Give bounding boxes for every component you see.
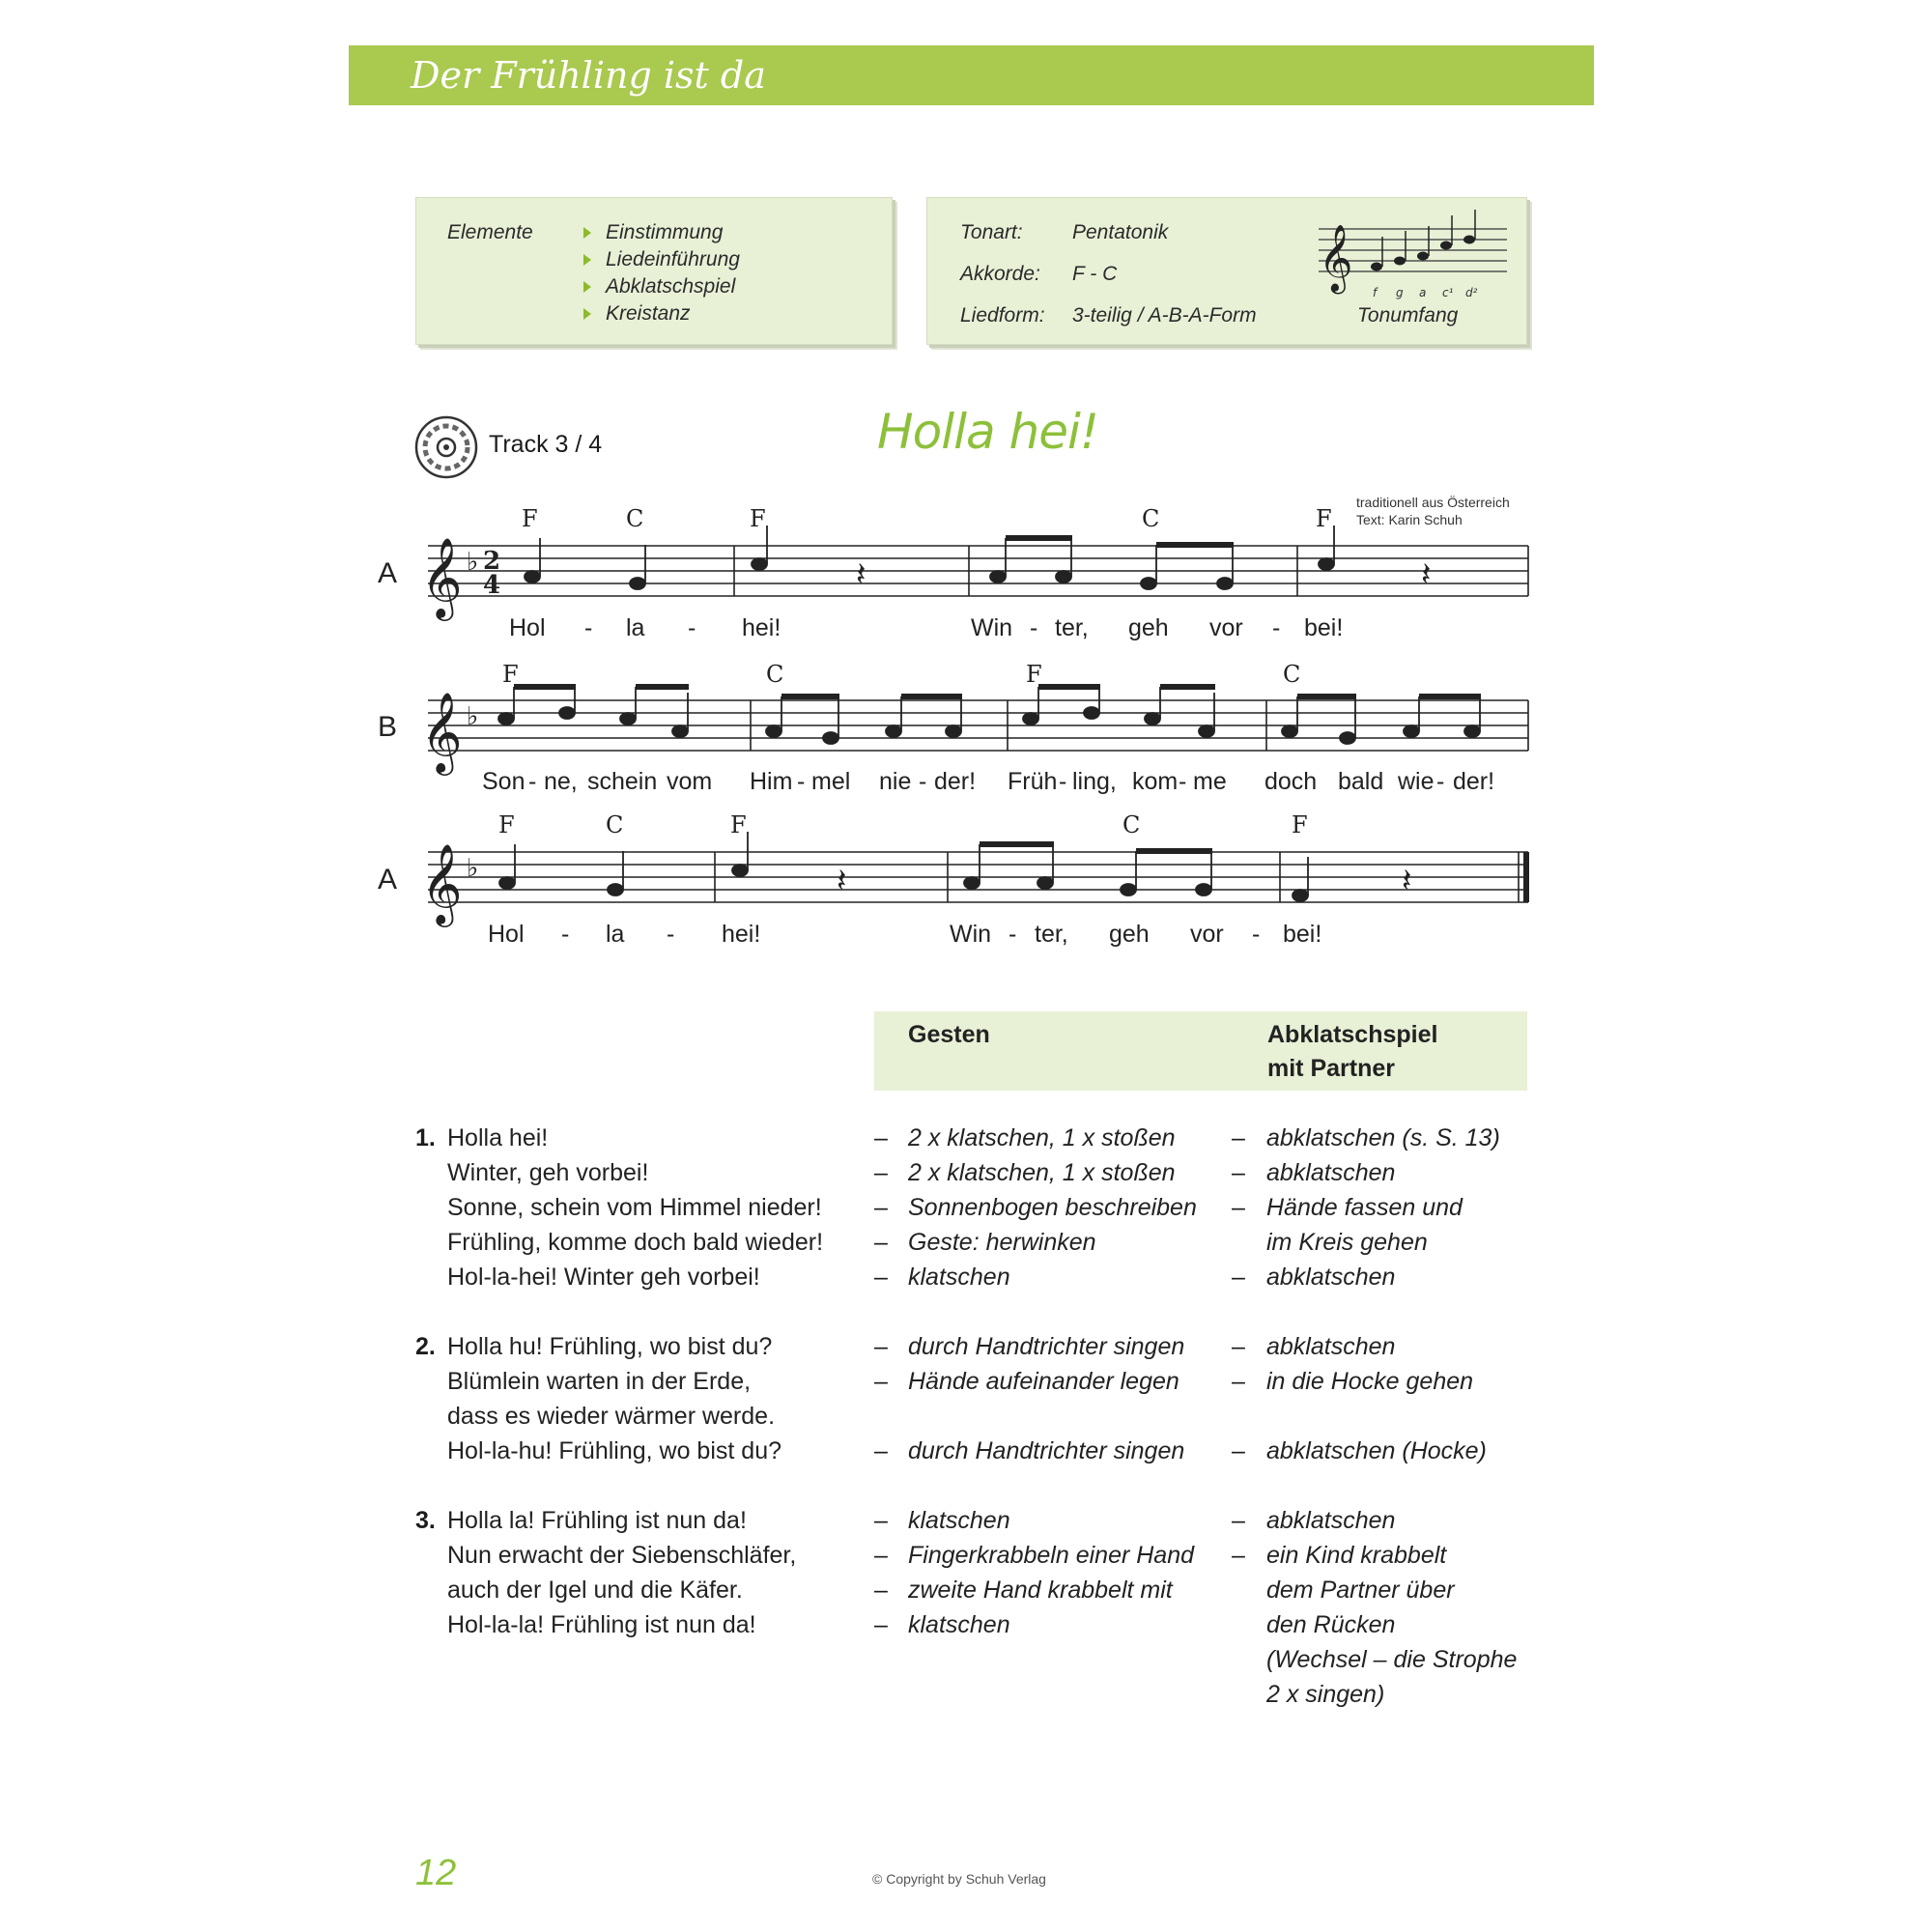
lyric: vor <box>1190 921 1224 948</box>
verse-line: Nun erwacht der Siebenschläfer, <box>447 1542 797 1569</box>
lyric: ne, <box>544 768 578 795</box>
verse-line: Hol-la-la! Frühling ist nun da! <box>447 1611 756 1638</box>
lyric: - <box>1252 921 1261 948</box>
element-item: Einstimmung <box>606 221 724 243</box>
geste: durch Handtrichter singen <box>908 1437 1185 1464</box>
chord-symbol: F <box>750 505 766 532</box>
lyric: bei! <box>1304 614 1344 641</box>
lyric: Win <box>950 921 992 948</box>
lyric: Son <box>482 768 526 795</box>
lyric: Hol <box>509 614 546 641</box>
spiel: ein Kind krabbelt <box>1266 1542 1447 1569</box>
geste: klatschen <box>908 1264 1010 1291</box>
page-number: 12 <box>415 1853 457 1893</box>
verse-line: dass es wieder wärmer werde. <box>447 1403 776 1430</box>
geste: klatschen <box>908 1611 1010 1638</box>
lyric: bei! <box>1283 921 1322 948</box>
verse-line: Blümlein warten in der Erde, <box>447 1368 752 1395</box>
song-text-credit: Text: Karin Schuh <box>1356 512 1463 527</box>
chord-symbol: C <box>766 661 784 688</box>
tonart-value: Pentatonik <box>1072 221 1169 243</box>
chapter-title: Der Frühling ist da <box>411 54 766 97</box>
geste: Fingerkrabbeln einer Hand <box>908 1542 1195 1569</box>
quarter-rest: 𝄽 <box>1421 555 1432 594</box>
flat-sign: ♭ <box>467 548 479 577</box>
flat-sign: ♭ <box>467 854 479 883</box>
lyric: - <box>1059 768 1067 795</box>
verse-line: Holla hei! <box>447 1124 549 1151</box>
system-label: B <box>378 711 398 743</box>
lyric: vor <box>1209 614 1243 641</box>
lyric: - <box>919 768 927 795</box>
system-label: A <box>378 557 398 589</box>
chord-symbol: F <box>498 811 515 838</box>
verse-line: Hol-la-hei! Winter geh vorbei! <box>447 1264 760 1291</box>
spiel: Hände fassen und <box>1266 1194 1463 1221</box>
lyric: - <box>561 921 570 948</box>
spiel: dem Partner über <box>1266 1577 1455 1604</box>
tonumfang-label: Tonumfang <box>1357 304 1459 327</box>
quarter-rest: 𝄽 <box>856 555 867 594</box>
geste: Sonnenbogen beschreiben <box>908 1194 1197 1221</box>
track-label: Track 3 / 4 <box>489 431 603 458</box>
lyric: - <box>1436 768 1445 795</box>
lyric: Früh <box>1008 768 1058 795</box>
liedform-label: Liedform: <box>960 304 1045 327</box>
lyric: vom <box>667 768 713 795</box>
lyric: - <box>688 614 696 641</box>
lyric: geh <box>1109 921 1150 948</box>
system-label: A <box>378 864 398 895</box>
flat-sign: ♭ <box>467 702 479 731</box>
spiel: abklatschen <box>1266 1159 1396 1186</box>
geste: durch Handtrichter singen <box>908 1333 1185 1360</box>
geste: Geste: herwinken <box>908 1229 1096 1256</box>
akkorde-value: F - C <box>1072 263 1118 285</box>
verses-table: 1. Holla hei! – 2 x klatschen, 1 x stoßen – abklatschen (s. S. 13) Winter, geh vorbei! – 2 x klatschen, 1 x stoßen – abklatschen Sonne, schein vom Himmel nieder! – Sonnenbogen beschreiben – Hände fassen und Frühling, komme doch bald wieder! – Geste: herwinken im Kreis gehen Hol-la-hei! Winter geh vorbei! – klatschen – abklatschen 2. Holla hu! Frühling, wo bist du? – durch Handtrichter singen – abklatschen Blümlein warten in der Erde, – Hände aufeinander legen – in die Hocke gehen dass es wieder wärmer werde. Hol-la-hu! Frühling, wo bist du? – durch Handtrichter singen – abklatschen (Hocke) 3. Holla la! Frühling ist nun da! – klatschen – abklatschen Nun erwacht der Siebenschläfer, – Fingerkrabbeln einer Hand – ein Kind krabbelt auch der Igel und die Käfer. – zweite Hand krabbelt mit dem Partner über Hol-la-la! Frühling ist nun da! – klatschen den Rücken (Wechsel – die Strophe 2 x singen) <box>415 1124 1518 1708</box>
lyric: ter, <box>1055 614 1089 641</box>
spiel: 2 x singen) <box>1266 1681 1385 1708</box>
lyric: - <box>584 614 593 641</box>
tonart-label: Tonart: <box>960 221 1023 243</box>
lyric: mel <box>811 768 851 795</box>
col-abklatsch-header-2: mit Partner <box>1267 1055 1395 1082</box>
lyric: nie <box>879 768 912 795</box>
range-note: c¹ <box>1442 286 1454 299</box>
chord-symbol: C <box>606 811 624 838</box>
geste: Hände aufeinander legen <box>908 1368 1179 1395</box>
chord-symbol: C <box>1142 505 1160 532</box>
lyric: - <box>797 768 806 795</box>
lyric: Win <box>971 614 1013 641</box>
lyric: geh <box>1128 614 1169 641</box>
verse-number: 2. <box>415 1333 436 1360</box>
spiel: (Wechsel – die Strophe <box>1266 1646 1518 1673</box>
treble-clef-icon: 𝄞 <box>1319 224 1353 292</box>
lyric: hei! <box>742 614 781 641</box>
geste: klatschen <box>908 1507 1010 1534</box>
lyric: - <box>667 921 675 948</box>
lyric: der! <box>1453 768 1495 795</box>
chord-symbol: C <box>1122 811 1141 838</box>
chord-symbol: F <box>1292 811 1308 838</box>
chord-symbol: C <box>1283 661 1301 688</box>
lyric: - <box>1009 921 1017 948</box>
spiel: abklatschen <box>1266 1507 1396 1534</box>
chord-symbol: C <box>626 505 644 532</box>
elements-label: Elemente <box>447 221 533 243</box>
lyric: la <box>626 614 645 641</box>
col-gesten-header: Gesten <box>908 1021 990 1048</box>
chord-symbol: F <box>502 661 519 688</box>
lyric: der! <box>934 768 977 795</box>
chord-symbol: F <box>1026 661 1042 688</box>
lyric: wie <box>1398 768 1435 795</box>
lyric: me <box>1193 768 1227 795</box>
liedform-value: 3-teilig / A-B-A-Form <box>1072 304 1257 327</box>
lyric: Him <box>750 768 793 795</box>
song-origin: traditionell aus Österreich <box>1356 495 1510 510</box>
lyric: - <box>1272 614 1281 641</box>
lyric: la <box>606 921 625 948</box>
lyric: - <box>1030 614 1038 641</box>
spiel: abklatschen <box>1266 1333 1396 1360</box>
lyric: schein <box>587 768 658 795</box>
lyric: Hol <box>488 921 525 948</box>
verse-line: Hol-la-hu! Frühling, wo bist du? <box>447 1437 781 1464</box>
quarter-rest: 𝄽 <box>1402 862 1412 900</box>
geste: zweite Hand krabbelt mit <box>908 1577 1173 1604</box>
chord-symbol: F <box>522 505 538 532</box>
treble-clef-icon: 𝄞 <box>421 842 463 923</box>
element-item: Kreistanz <box>606 302 691 325</box>
verse-line: Holla hu! Frühling, wo bist du? <box>447 1333 773 1360</box>
lyric: ling, <box>1072 768 1117 795</box>
spiel: abklatschen (Hocke) <box>1266 1437 1487 1464</box>
song-title: Holla hei! <box>877 404 1098 460</box>
verse-line: auch der Igel und die Käfer. <box>447 1577 743 1604</box>
col-abklatsch-header-1: Abklatschspiel <box>1267 1021 1438 1048</box>
range-note: g <box>1396 286 1404 299</box>
verse-number: 1. <box>415 1124 436 1151</box>
lyric: - <box>528 768 537 795</box>
spiel: den Rücken <box>1266 1611 1396 1638</box>
time-signature-bottom: 4 <box>483 571 501 600</box>
treble-clef-icon: 𝄞 <box>421 691 463 772</box>
verse-line: Winter, geh vorbei! <box>447 1159 649 1186</box>
element-item: Abklatschspiel <box>606 275 736 298</box>
spiel: abklatschen (s. S. 13) <box>1266 1124 1500 1151</box>
range-note: d² <box>1465 286 1478 299</box>
lyric: bald <box>1338 768 1384 795</box>
treble-clef-icon: 𝄞 <box>421 536 463 617</box>
spiel: im Kreis gehen <box>1266 1229 1428 1256</box>
verse-line: Frühling, komme doch bald wieder! <box>447 1229 824 1256</box>
chord-symbol: F <box>730 811 747 838</box>
time-signature-top: 2 <box>483 547 501 576</box>
geste: 2 x klatschen, 1 x stoßen <box>908 1159 1176 1186</box>
copyright-notice: © Copyright by Schuh Verlag <box>872 1871 1046 1887</box>
range-note: f <box>1373 286 1378 299</box>
quarter-rest: 𝄽 <box>837 862 847 900</box>
verse-line: Sonne, schein vom Himmel nieder! <box>447 1194 822 1221</box>
lyric: doch <box>1264 768 1318 795</box>
chord-symbol: F <box>1316 505 1332 532</box>
spiel: abklatschen <box>1266 1264 1396 1291</box>
lyric: - <box>1179 768 1187 795</box>
akkorde-label: Akkorde: <box>960 263 1040 285</box>
verse-line: Holla la! Frühling ist nun da! <box>447 1507 747 1534</box>
element-item: Liedeinführung <box>606 248 740 270</box>
lyric: hei! <box>722 921 761 948</box>
lyric: ter, <box>1035 921 1068 948</box>
spiel: in die Hocke gehen <box>1266 1368 1474 1395</box>
geste: 2 x klatschen, 1 x stoßen <box>908 1124 1176 1151</box>
verse-number: 3. <box>415 1507 436 1534</box>
lyric: kom <box>1132 768 1179 795</box>
range-note: a <box>1419 286 1427 299</box>
